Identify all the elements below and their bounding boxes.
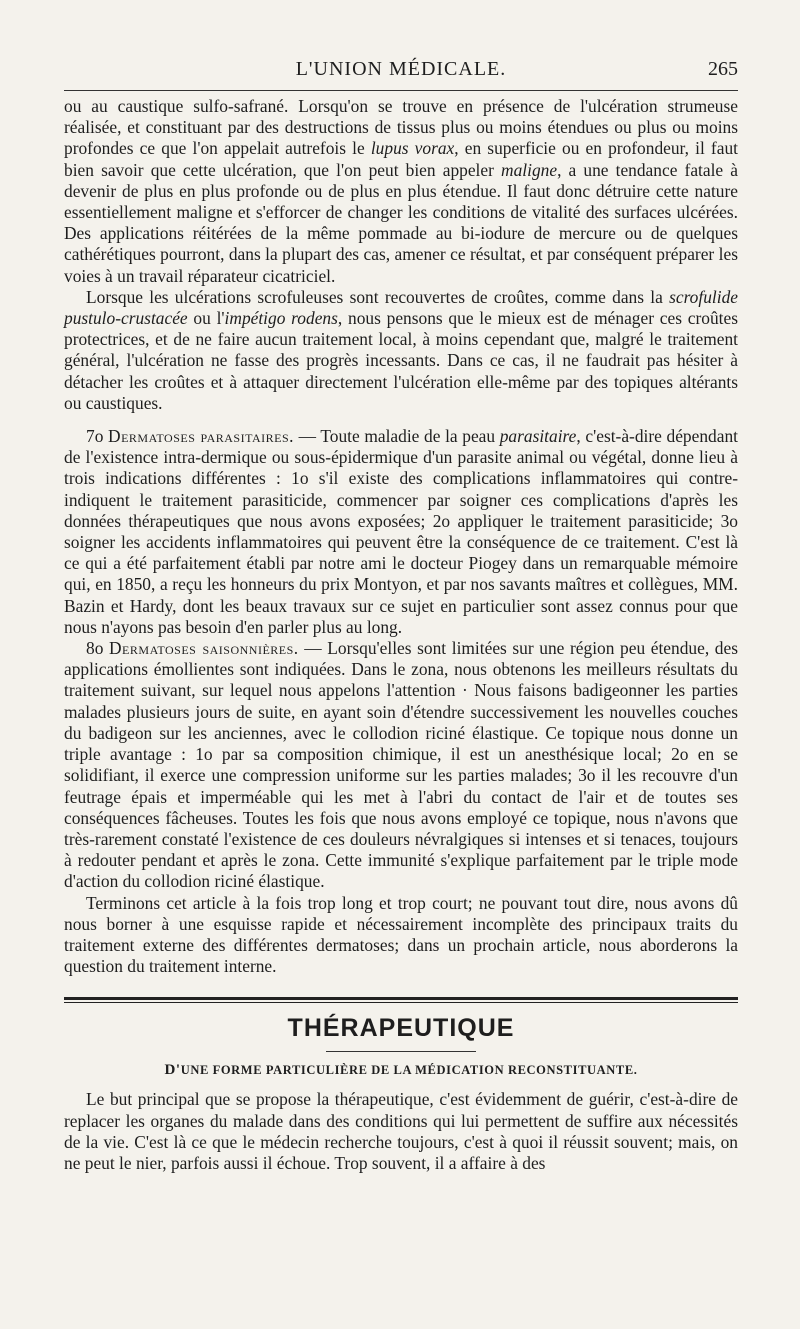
article-title-text: UNE FORME PARTICULIÈRE DE LA MÉDICATION RECONSTITUANTE. bbox=[180, 1063, 638, 1078]
text-run: , nous pensons que le mieux est de ménager ces croûtes protectrices, et de ne faire aucun traitement local, à moins cependant que, malgré le traitement général, l'ulcération ne fasse des progrès incessants. Dans ce cas, il ne faudrait pas hésiter à détacher les croûtes et à attaquer directement l'ulcération elle-même par des topiques altérants ou caustiques. bbox=[64, 308, 738, 413]
article-title bbox=[64, 1062, 738, 1079]
section-number: 8o bbox=[86, 638, 109, 659]
title-rule bbox=[326, 1051, 476, 1052]
subsection-heading: Dermatoses saisonnières. bbox=[109, 638, 299, 659]
running-header bbox=[64, 0, 738, 96]
text-run: — Toute maladie de la peau bbox=[294, 426, 500, 447]
text-run: , c'est-à-dire dépendant de l'existence intra-dermique ou sous-épidermique d'un parasite animal ou végétal, donne lieu à trois indications différentes : 1o s'il existe des complications inflammatoires qui contre-indiquent le traitement parasiticide, commencer par soigner ces complications d'après les données thérapeutiques que nous avons exposées; 2o appliquer le traitement parasiticide; 3o soigner les accidents inflammatoires qui peuvent être la conséquence de ce traitement. C'est là ce qui a été parfaitement établi par notre ami le docteur Piogey dans un remarquable mémoire qui, en 1850, a reçu les honneurs du prix Montyon, et par nos savants maîtres et collègues, MM. Bazin et Hardy, dont les beaux travaux sur ce sujet en particulier sont assez connus pour que nous n'ayons pas besoin d'en parler plus au long. bbox=[64, 426, 738, 637]
text-run: Terminons cet article à la fois trop long et trop court; ne pouvant tout dire, nous avons dû nous borner à une esquisse rapide et nécessairement incomplète des principaux traits du traitement externe des différentes dermatoses; dans un prochain article, nous aborderons la question du traitement interne. bbox=[64, 892, 738, 977]
italic-term: maligne bbox=[501, 159, 558, 180]
text-run: , a une tendance fatale à devenir de plus en plus profonde ou de plus en plus étendue. Il faut donc détruire cette nature essentiellement maligne et s'efforcer de changer les conditions de vitalité des surfaces ulcérées. Des applications réitérées de la même pommade au bi-iodure de mercure ou de quelques cathérétiques pourront, dans la plupart des cas, amener ce résultat, et par conséquent préparer les voies à un travail réparateur cicatriciel. bbox=[64, 159, 738, 286]
italic-term: scrofulide pustulo-crustacée bbox=[64, 286, 738, 329]
paragraph-conclusion bbox=[64, 893, 738, 978]
spacer bbox=[64, 414, 738, 426]
italic-term: impétigo rodens bbox=[224, 308, 338, 329]
section-divider bbox=[64, 997, 738, 1003]
paragraph-therapeutique-intro: Le but principal que se propose la thérapeutique, c'est évidemment de guérir, c'est-à-dire de replacer les organes du malade dans des conditions qui lui permettent de suffire aux nécessités de la vie. C'est là ce que le médecin recherche toujours, c'est à quoi il réussit souvent; mais, on ne peut le nier, parfois aussi il échoue. Trop souvent, il a affaire à des bbox=[64, 1089, 738, 1173]
paragraph-croutes bbox=[64, 287, 738, 414]
page-number: 265 bbox=[708, 58, 738, 80]
text-run: ou au caustique sulfo-safrané. Lorsqu'on se trouve en présence de l'ulcération strumeuse réalisée, et constituant par des destructions de tissus plus ou moins étendues ou plus ou moins profondes ce que l'on appelait autrefois le bbox=[64, 96, 738, 159]
italic-term: lupus vorax bbox=[370, 138, 455, 159]
subsection-heading: Dermatoses parasitaires. bbox=[108, 426, 294, 447]
text-run: Lorsque les ulcérations scrofuleuses sont recouvertes de croûtes, comme dans la bbox=[86, 286, 670, 307]
text-run: ou l' bbox=[187, 308, 225, 329]
paragraph-lupus bbox=[64, 96, 738, 287]
italic-term: parasitaire bbox=[499, 426, 577, 447]
section-number: 7o bbox=[86, 426, 109, 447]
paragraph-dermatoses-parasitaires bbox=[64, 426, 738, 638]
text-run: , en superficie ou en profondeur, il faut bien savoir que cette ulcération, que l'on peut bien appeler bbox=[64, 138, 738, 180]
header-rule bbox=[64, 90, 738, 91]
text-run: — Lorsqu'elles sont limitées sur une région peu étendue, des applications émollientes sont indiquées. Dans le zona, nous obtenons les meilleurs résultats du traitement suivant, sur lequel nous appelons l'attention · Nous faisons badigeonner les parties malades plusieurs jours de suite, en ayant soin d'étendre successivement les nouvelles couches du badigeon sur les anciennes, avec le collodion riciné élastique. Ce topique nous donne un triple avantage : 1o par sa composition chimique, il est un anesthésique local; 2o en se solidifiant, il exerce une compression uniforme sur les parties malades; 3o il les recouvre d'un feutrage épais et imperméable qui les met à l'abri du contact de l'air et de toutes ses conséquences fâcheuses. Toutes les fois que nous avons employé ce topique, nous n'avons que très-rarement constaté l'existence de ces douleurs névralgiques si intenses et si tenaces, toujours à redouter pendant et après le zona. Cette immunité s'explique parfaitement par le triple mode d'action du collodion riciné élastique. bbox=[64, 638, 738, 892]
section-title: THÉRAPEUTIQUE bbox=[287, 1014, 515, 1043]
journal-title: L'UNION MÉDICALE. bbox=[295, 58, 507, 80]
article-title-initial: D' bbox=[164, 1062, 181, 1079]
paragraph-dermatoses-saisonnieres bbox=[64, 638, 738, 892]
